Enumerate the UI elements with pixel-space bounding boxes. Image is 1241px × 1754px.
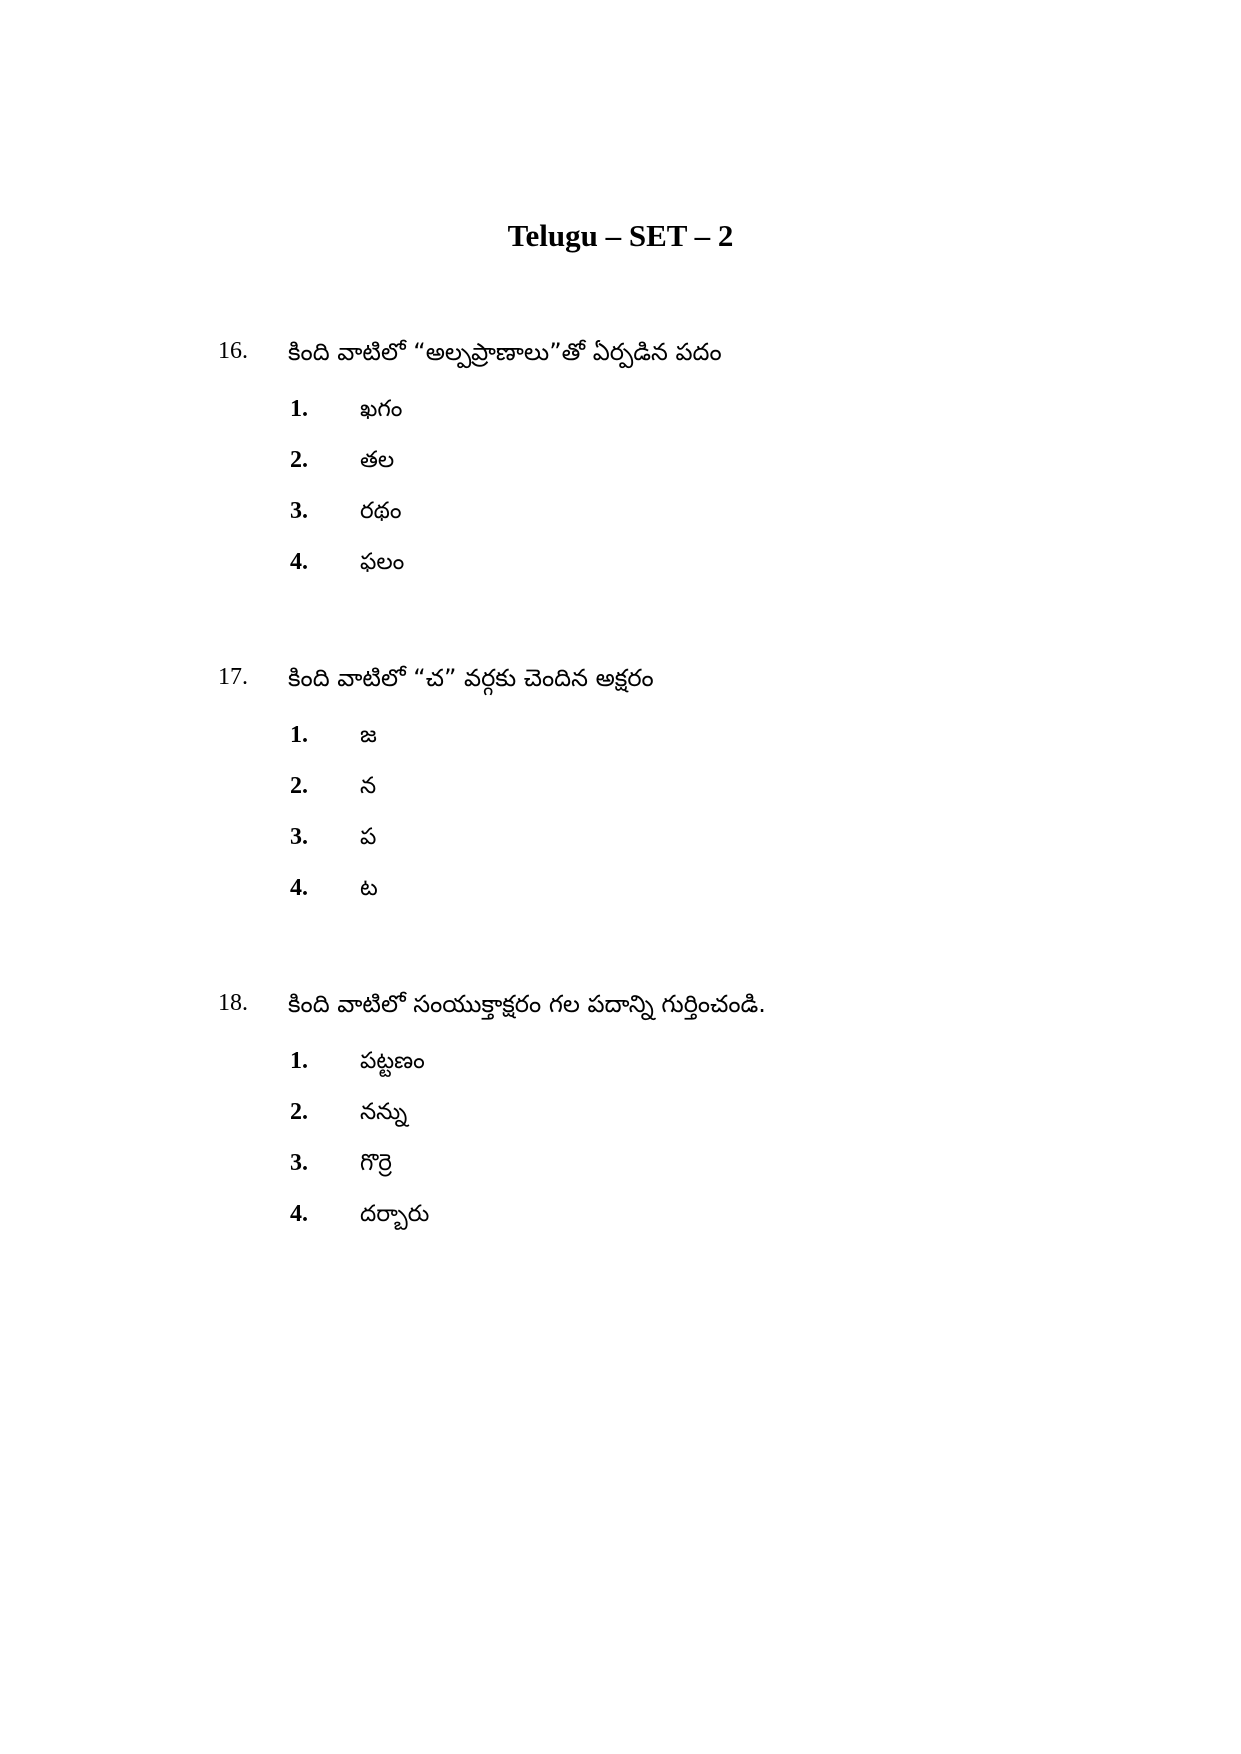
option-text: నన్ను (360, 1099, 408, 1125)
question-17-option-1[interactable] (0, 722, 1241, 762)
option-number: 2. (290, 1099, 308, 1125)
option-number: 3. (290, 824, 308, 850)
option-text: తల (360, 447, 395, 473)
option-text: రథం (360, 498, 402, 524)
option-number: 1. (290, 396, 308, 422)
option-text: గొర్రె (360, 1150, 392, 1176)
question-number: 18. (218, 990, 248, 1016)
question-text: కింది వాటిలో “అల్పప్రాణాలు”తో ఏర్పడిన పదం (288, 338, 722, 366)
option-text: జ (360, 722, 377, 748)
option-text: పట్టణం (360, 1048, 425, 1074)
option-text: దర్బారు (360, 1201, 430, 1227)
option-number: 4. (290, 549, 308, 575)
question-18-option-3[interactable] (0, 1150, 1241, 1190)
option-number: 4. (290, 875, 308, 901)
option-text: ఖగం (360, 396, 403, 422)
question-16-option-4[interactable] (0, 549, 1241, 589)
question-number: 16. (218, 338, 248, 364)
page-title: Telugu – SET – 2 (507, 218, 734, 253)
option-text: న (360, 773, 377, 799)
question-number: 17. (218, 664, 248, 690)
question-17-option-3[interactable] (0, 824, 1241, 864)
question-16-option-2[interactable] (0, 447, 1241, 487)
option-text: ట (360, 875, 378, 901)
option-number: 3. (290, 498, 308, 524)
option-number: 2. (290, 447, 308, 473)
question-18-option-2[interactable] (0, 1099, 1241, 1139)
question-17-option-4[interactable] (0, 875, 1241, 915)
question-18-option-1[interactable] (0, 1048, 1241, 1088)
option-number: 4. (290, 1201, 308, 1227)
option-text: ప (360, 824, 377, 850)
option-number: 1. (290, 1048, 308, 1074)
option-number: 2. (290, 773, 308, 799)
question-text: కింది వాటిలో సంయుక్తాక్షరం గల పదాన్ని గుర్తించండి. (288, 990, 766, 1018)
question-16-option-3[interactable] (0, 498, 1241, 538)
question-16-option-1[interactable] (0, 396, 1241, 436)
question-text: కింది వాటిలో “చ” వర్గకు చెందిన అక్షరం (288, 664, 654, 692)
question-17-option-2[interactable] (0, 773, 1241, 813)
option-text: ఫలం (360, 549, 405, 575)
option-number: 1. (290, 722, 308, 748)
option-number: 3. (290, 1150, 308, 1176)
question-18-option-4[interactable] (0, 1201, 1241, 1241)
